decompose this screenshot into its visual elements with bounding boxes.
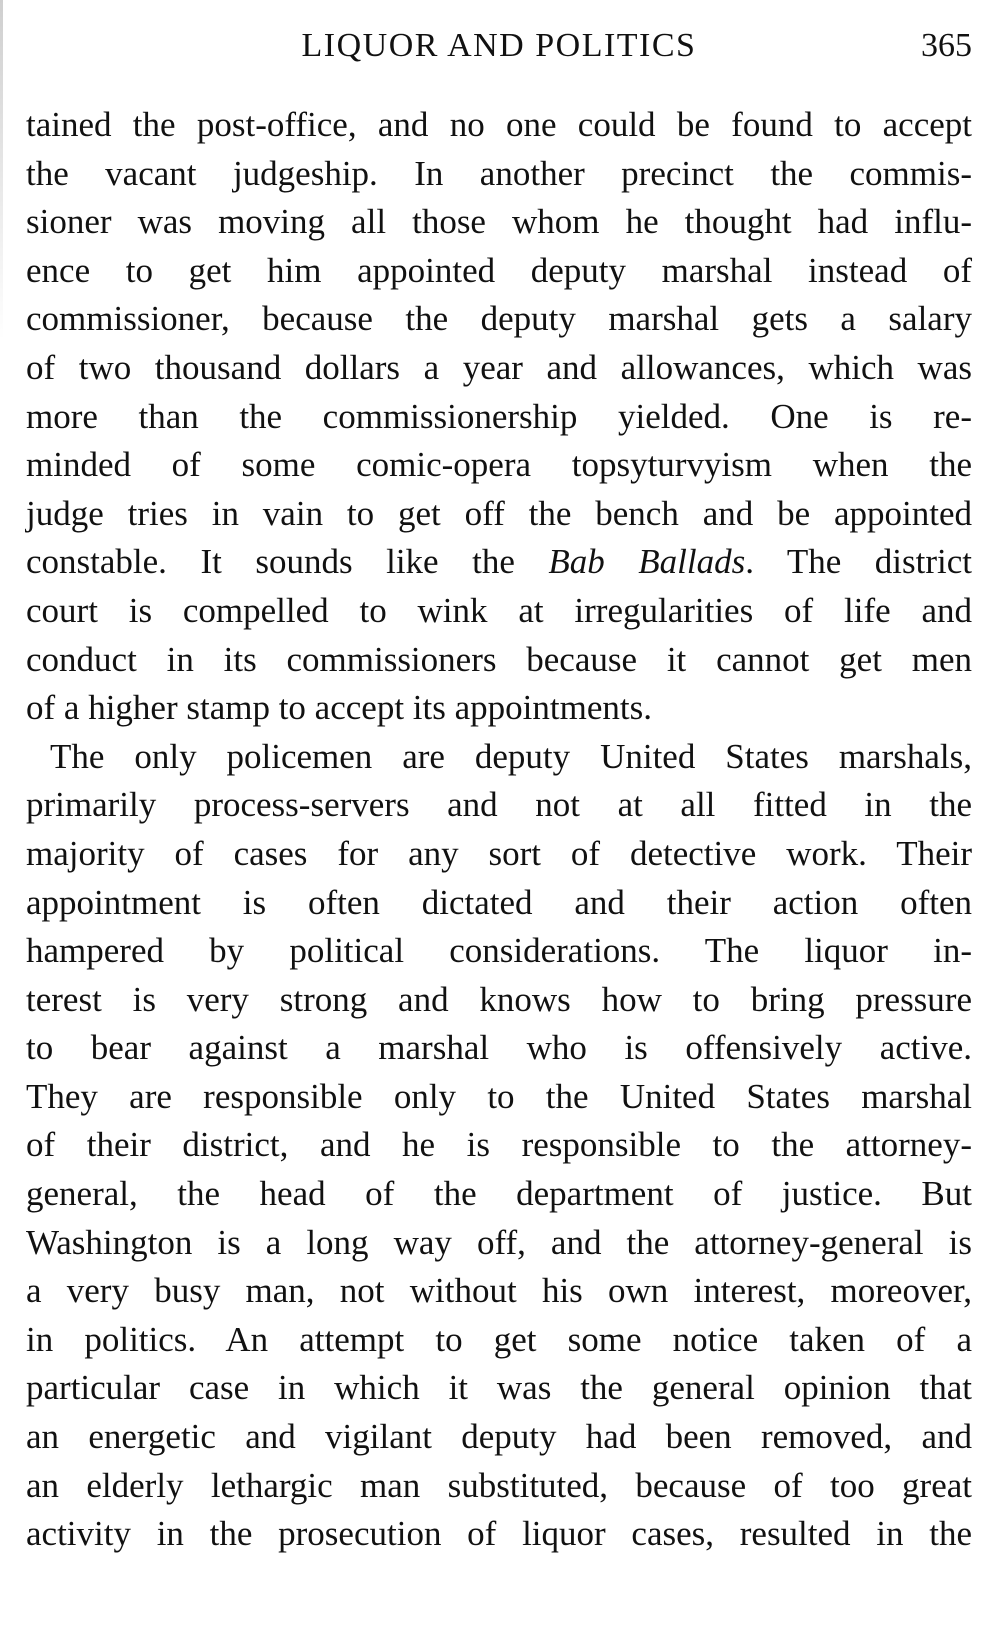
text-line: conduct in its commissioners because it cannot get men: [26, 639, 972, 679]
text-line: judge tries in vain to get off the bench and be appointed: [26, 493, 972, 533]
text-line: ence to get him appointed deputy marshal instead of: [26, 250, 972, 290]
page-number: 365: [921, 27, 972, 64]
text-line: They are responsible only to the United States marshal: [26, 1076, 972, 1116]
text-line: primarily process-servers and not at all fitted in the: [26, 785, 972, 825]
text-line: to bear against a marshal who is offensively active.: [26, 1028, 972, 1068]
running-title: LIQUOR AND POLITICS: [301, 27, 697, 64]
text-line: activity in the prosecution of liquor cases, resulted in the: [26, 1514, 972, 1554]
text-line: hampered by political considerations. The liquor in-: [26, 931, 972, 971]
text-line: more than the commissionership yielded. One is re-: [26, 396, 972, 436]
text-line: tained the post-office, and no one could be found to accept: [26, 105, 972, 144]
text-line: in politics. An attempt to get some notice taken of a: [26, 1319, 972, 1359]
text-line: majority of cases for any sort of detective work. Their: [26, 833, 972, 873]
text-line: an elderly lethargic man substituted, because of too great: [26, 1465, 972, 1505]
text-line: a very busy man, not without his own interest, moreover,: [26, 1271, 972, 1311]
page-edge-shadow: [0, 0, 3, 340]
text-line: sioner was moving all those whom he thought had influ-: [26, 202, 972, 242]
italic-title: Bab Ballads: [548, 542, 746, 582]
text-line: particular case in which it was the general opinion that: [26, 1368, 972, 1408]
body-text: [26, 101, 972, 1559]
text-line: general, the head of the department of justice. But: [26, 1174, 972, 1214]
text-line: of a higher stamp to accept its appointments.: [26, 688, 652, 728]
text-line: commissioner, because the deputy marshal gets a salary: [26, 299, 972, 339]
text-line: court is compelled to wink at irregularities of life and: [26, 590, 972, 630]
text-line-with-italic: [26, 538, 972, 587]
text-run: constable. It sounds like the: [26, 542, 549, 582]
text-line: of two thousand dollars a year and allowances, which was: [26, 347, 972, 387]
text-line: minded of some comic-opera topsyturvyism when the: [26, 445, 972, 485]
text-line: appointment is often dictated and their action often: [26, 882, 972, 922]
text-line: Washington is a long way off, and the attorney-general is: [26, 1222, 972, 1262]
text-run: . The district: [745, 542, 972, 582]
paragraph-first-line: The only policemen are deputy United States marshals,: [50, 736, 972, 776]
running-head: [26, 22, 972, 70]
text-line: of their district, and he is responsible to the attorney-: [26, 1125, 972, 1165]
text-line: the vacant judgeship. In another precinct the commis-: [26, 153, 972, 193]
text-line: terest is very strong and knows how to bring pressure: [26, 979, 972, 1019]
text-line: an energetic and vigilant deputy had been removed, and: [26, 1417, 972, 1457]
